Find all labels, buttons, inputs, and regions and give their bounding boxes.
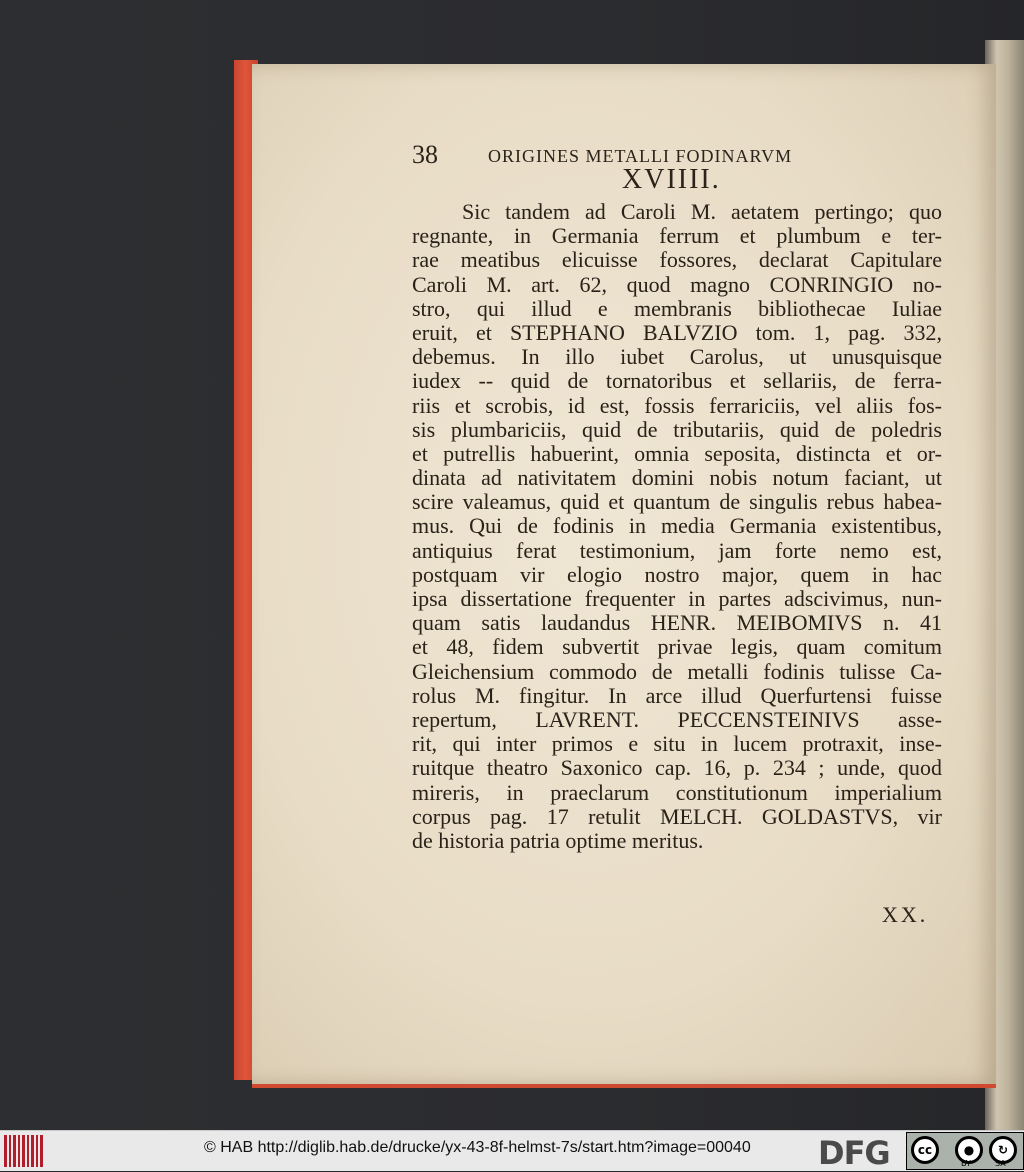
text-line: mus. Qui de fodinis in media Germania existentibus, [412, 513, 942, 539]
book-page [252, 64, 996, 1088]
text-line: Sic tandem ad Caroli M. aetatem pertingo; quo [462, 199, 942, 224]
text-line: Caroli M. art. 62, quod magno CONRINGIO no- [412, 271, 942, 297]
hab-logo-icon[interactable] [4, 1135, 48, 1167]
dfg-logo[interactable]: DFG [818, 1134, 890, 1172]
text-line: corpus pag. 17 retulit MELCH. GOLDASTVS, vir [412, 803, 942, 829]
text-line: Gleichensium commodo de metalli fodinis tulisse Ca- [412, 658, 942, 684]
text-line: debemus. In illo iubet Carolus, ut unusquisque [412, 344, 942, 370]
footer-bar [0, 1130, 1024, 1171]
by-icon: ● [955, 1136, 983, 1164]
text-line: dinata ad nativitatem domini nobis notum faciant, ut [412, 465, 942, 491]
text-line: quam satis laudandus HENR. MEIBOMIVS n. 41 [412, 610, 942, 636]
text-line: rit, qui inter primos e situ in lucem protraxit, inse- [412, 731, 942, 757]
text-line: ipsa dissertatione frequenter in partes adscivimus, nun- [412, 586, 942, 611]
body-text [412, 200, 942, 853]
text-line: eruit, et STEPHANO BALVZIO tom. 1, pag. 332, [412, 319, 942, 345]
by-label: BY [961, 1159, 971, 1168]
text-line: postquam vir elogio nostro major, quem in hac [412, 561, 942, 587]
text-line: mireris, in praeclarum constitutionum imperialium [412, 779, 942, 805]
text-line: ruitque theatro Saxonico cap. 16, p. 234 ; unde, quod [412, 755, 942, 781]
text-line: scire valeamus, quid et quantum de singulis rebus habea- [412, 489, 942, 515]
running-title: ORIGINES METALLI FODINARVM [488, 146, 793, 166]
sa-icon: ↻ [989, 1136, 1017, 1164]
text-line: rolus M. fingitur. In arce illud Querfurtensi fuisse [412, 682, 942, 708]
text-line: repertum, LAVRENT. PECCENSTEINIVS asse- [412, 706, 942, 732]
text-line: sis plumbariciis, quid de tributariis, quid de poledris [412, 416, 942, 442]
copyright-link[interactable]: © HAB http://diglib.hab.de/drucke/yx-43-8f-helmst-7s/start.htm?image=00040 [204, 1139, 751, 1156]
text-line: iudex -- quid de tornatoribus et sellariis, de ferra- [412, 368, 942, 394]
text-line: regnante, in Germania ferrum et plumbum e ter- [412, 223, 942, 249]
cc-icon: cc [911, 1136, 939, 1164]
text-line: antiquius ferat testimonium, jam forte nemo est, [412, 537, 942, 563]
text-line: de historia patria optime meritus. [412, 827, 704, 853]
catchword: XX. [882, 902, 929, 927]
sa-label: SA [995, 1159, 1006, 1168]
text-line: et putrellis habuerint, omnia seposita, distincta et or- [412, 440, 942, 466]
text-line: riis et scrobis, id est, fossis ferrariciis, vel aliis fos- [412, 392, 942, 418]
cc-license-badge[interactable] [906, 1132, 1024, 1170]
text-line: et 48, fidem subvertit privae legis, quam comitum [412, 634, 942, 660]
section-number: XVIIII. [622, 164, 721, 195]
text-line: stro, qui illud e membranis bibliothecae Iuliae [412, 295, 942, 321]
page-number: 38 [412, 140, 438, 169]
text-line: rae meatibus elicuisse fossores, declarat Capitulare [412, 247, 942, 273]
